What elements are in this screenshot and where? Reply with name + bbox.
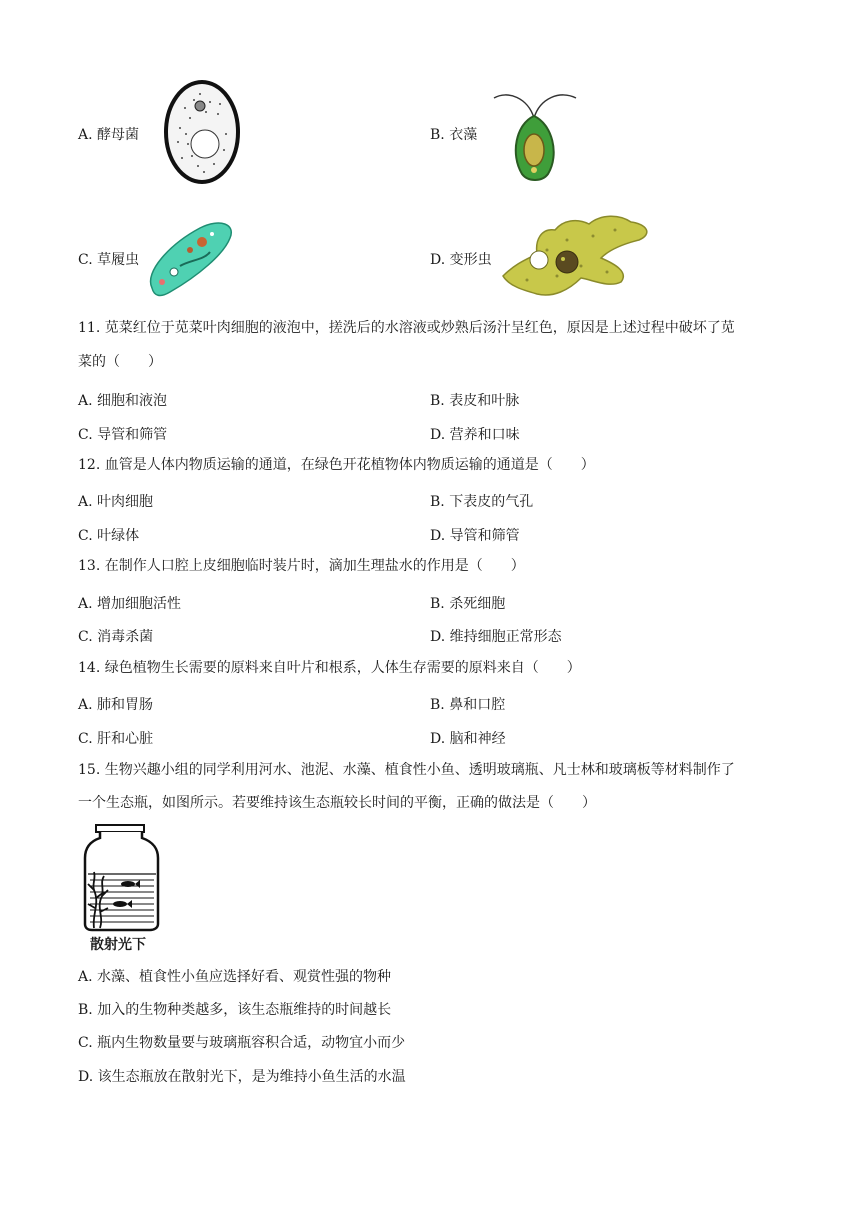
q12-option-d: D. 导管和筛管 — [430, 528, 520, 544]
q11-stem-line1: 11. 苋菜红位于苋菜叶肉细胞的液泡中，搓洗后的水溶液或炒熟后汤汁呈红色，原因是上述过程中破坏了苋 — [78, 320, 735, 336]
q10-option-a: A. 酵母菌 — [78, 127, 140, 143]
q14-option-a: A. 肺和胃肠 — [78, 697, 154, 713]
q14-option-d: D. 脑和神经 — [430, 731, 506, 747]
q15-option-c: C. 瓶内生物数量要与玻璃瓶容积合适，动物宜小而少 — [78, 1035, 406, 1051]
q12-option-c: C. 叶绿体 — [78, 528, 140, 544]
q11-stem-line2: 菜的（ ） — [78, 354, 162, 370]
q13-option-c: C. 消毒杀菌 — [78, 629, 154, 645]
q14-option-c: C. 肝和心脏 — [78, 731, 154, 747]
q13-option-a: A. 增加细胞活性 — [78, 596, 182, 612]
q12-option-a: A. 叶肉细胞 — [78, 494, 154, 510]
q15-stem-line2: 一个生态瓶，如图所示。若要维持该生态瓶较长时间的平衡，正确的做法是（ ） — [78, 795, 596, 811]
q13-stem: 13. 在制作人口腔上皮细胞临时装片时，滴加生理盐水的作用是（ ） — [78, 558, 525, 574]
q15-stem-line1: 15. 生物兴趣小组的同学利用河水、池泥、水藻、植食性小鱼、透明玻璃瓶、凡士林和玻璃板等材料制作了 — [78, 762, 735, 778]
amoeba-figure — [497, 210, 655, 300]
q12-option-b: B. 下表皮的气孔 — [430, 494, 534, 510]
q14-option-b: B. 鼻和口腔 — [430, 697, 506, 713]
q11-option-a: A. 细胞和液泡 — [78, 393, 168, 409]
q11-option-c: C. 导管和筛管 — [78, 427, 168, 443]
figure-caption: 散射光下 — [90, 937, 146, 953]
ecosystem-bottle-figure — [82, 824, 162, 932]
yeast-figure — [160, 78, 246, 186]
q11-option-b: B. 表皮和叶脉 — [430, 393, 520, 409]
q13-option-b: B. 杀死细胞 — [430, 596, 506, 612]
q10-option-d: D. 变形虫 — [430, 252, 492, 268]
chlamydomonas-figure — [488, 88, 580, 188]
q14-stem: 14. 绿色植物生长需要的原料来自叶片和根系，人体生存需要的原料来自（ ） — [78, 660, 581, 676]
q10-option-c: C. 草履虫 — [78, 252, 140, 268]
q10-option-b: B. 衣藻 — [430, 127, 478, 143]
q15-option-a: A. 水藻、植食性小鱼应选择好看、观赏性强的物种 — [78, 969, 392, 985]
paramecium-figure — [140, 216, 240, 300]
q15-option-b: B. 加入的生物种类越多，该生态瓶维持的时间越长 — [78, 1002, 392, 1018]
q15-option-d: D. 该生态瓶放在散射光下，是为维持小鱼生活的水温 — [78, 1069, 406, 1085]
q13-option-d: D. 维持细胞正常形态 — [430, 629, 562, 645]
q11-option-d: D. 营养和口味 — [430, 427, 520, 443]
q12-stem: 12. 血管是人体内物质运输的通道，在绿色开花植物体内物质运输的通道是（ ） — [78, 457, 595, 473]
